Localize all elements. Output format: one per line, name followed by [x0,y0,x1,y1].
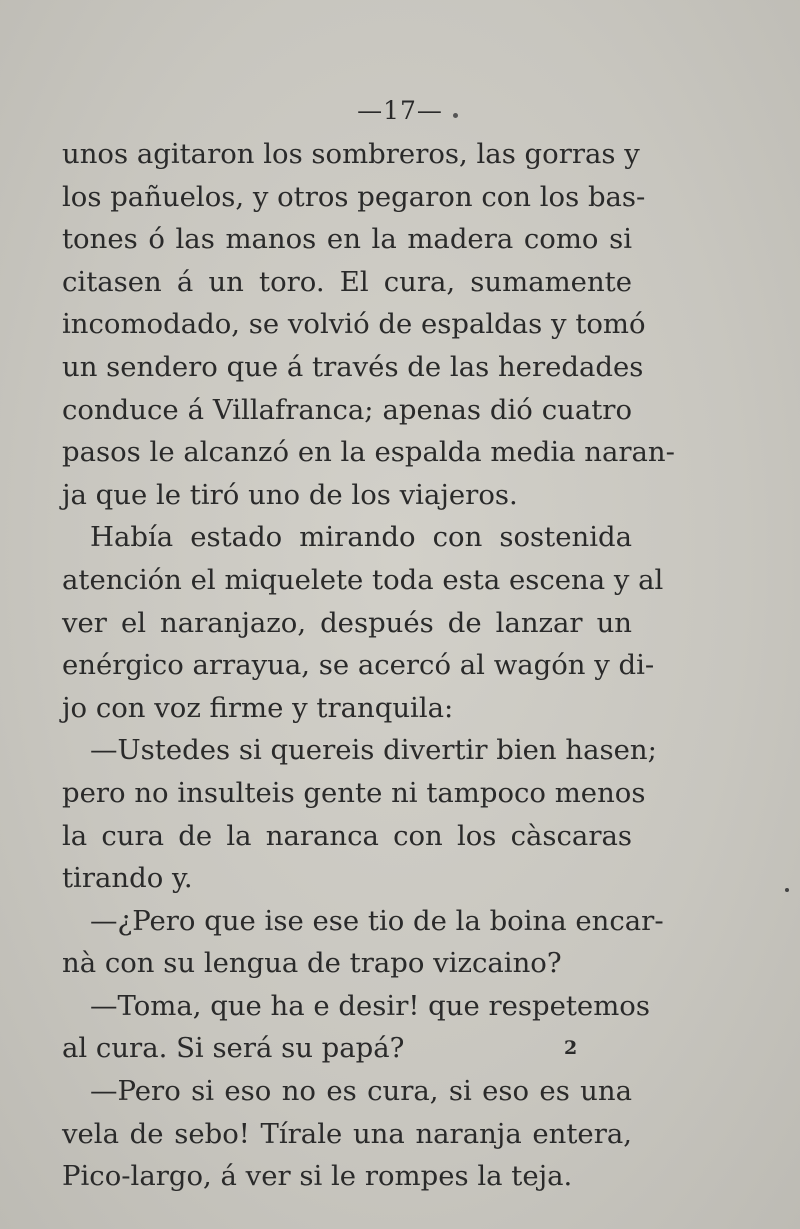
text-line: conduce á Villafranca; apenas dió cuatro [62,393,632,426]
text-line: —Toma, que ha e desir! que respetemos [90,989,650,1022]
body-text [62,133,675,1198]
text-line: la cura de la naranca con los càscaras [62,819,632,852]
text-line: incomodado, se volvió de espaldas y tomó [62,308,646,341]
text-line: Pico-largo, á ver si le rompes la teja. [62,1160,573,1193]
text-line: nà con su lengua de trapo vizcaino? [62,947,562,980]
text-line: pero no insulteis gente ni tampoco menos [62,776,646,809]
signature-mark: 2 [564,1037,578,1059]
text-line: jo con voz firme y tranquila: [62,691,454,724]
text-line: atención el miquelete toda esta escena y al [62,563,664,596]
text-line: al cura. Si será su papá? [62,1032,405,1065]
ink-speck [453,113,458,118]
text-line: vela de sebo! Tírale una naranja entera, [62,1117,632,1150]
text-line: —¿Pero que ise ese tio de la boina encar- [90,904,664,937]
text-line: unos agitaron los sombreros, las gorras y [62,138,640,170]
text-line: tones ó las manos en la madera como si [62,223,632,256]
text-line: pasos le alcanzó en la espalda media naran- [62,436,675,469]
page-number: —17— [357,96,443,125]
text-line: —Pero si eso no es cura, si eso es una [90,1075,632,1108]
text-line: ja que le tiró uno de los viajeros. [62,478,518,511]
text-line: enérgico arrayua, se acercó al wagón y di- [62,649,655,682]
text-line: ver el naranjazo, después de lanzar un [62,606,632,639]
text-line: los pañuelos, y otros pegaron con los bas- [62,180,646,213]
text-line: Había estado mirando con sostenida [90,521,632,554]
text-line: un sendero que á través de las heredades [62,350,644,383]
text-line: tirando y. [62,862,193,895]
ink-speck [785,888,789,892]
text-line: —Ustedes si quereis divertir bien hasen; [90,734,657,767]
text-line: citasen á un toro. El cura, sumamente [62,265,632,298]
